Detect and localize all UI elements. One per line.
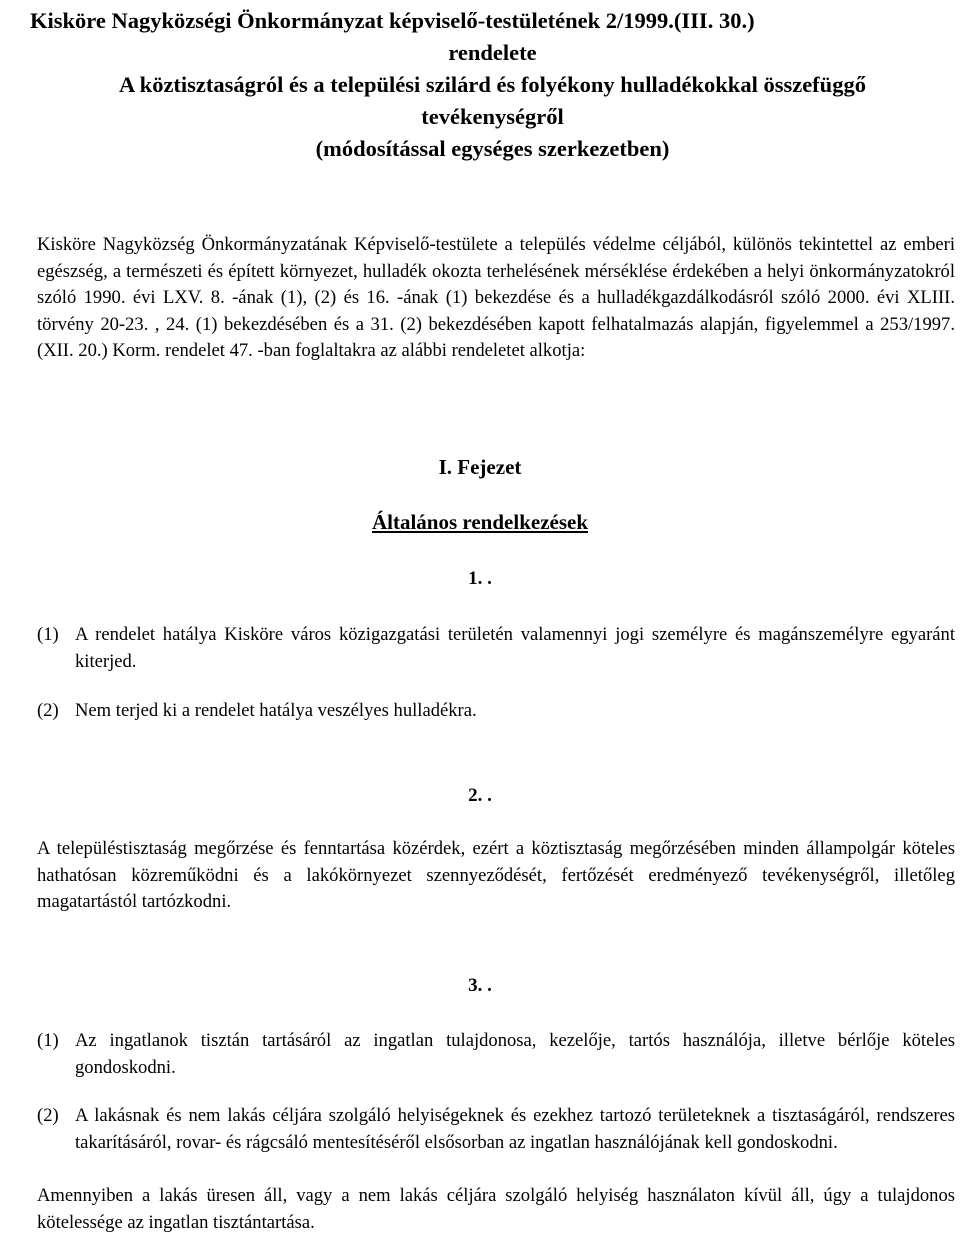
item-label: (1) bbox=[37, 1030, 59, 1051]
title-line-4: tevékenységről bbox=[421, 104, 564, 129]
document-title bbox=[30, 5, 955, 165]
title-line-3: A köztisztaságról és a települési szilárd és folyékony hulladékokkal összefüggő bbox=[119, 72, 866, 97]
title-line-2: rendelete bbox=[448, 40, 537, 65]
item-text: Nem terjed ki a rendelet hatálya veszélyes hulladékra. bbox=[75, 700, 477, 721]
section-1-item-2 bbox=[37, 698, 955, 725]
section-1-item-1 bbox=[37, 622, 955, 675]
preamble-paragraph: Kisköre Nagyközség Önkormányzatának Képviselő-testülete a település védelme céljából, különös tekintettel az emberi egészség, a természeti és épített környezet, hulladék okozta terhelésének mérséklése érdekében a helyi önkormányzatokról szóló 1990. évi LXV. 8. -ának (1), (2) és 16. -ának (1) bekezdése és a hulladékgazdálkodásról szóló 2000. évi XLIII. törvény 20-23. , 24. (1) bekezdésében és a 31. (2) bekezdésében kapott felhatalmazás alapján, figyelemmel a 253/1997.(XII. 20.) Korm. rendelet 47. -ban foglaltakra az alábbi rendeletet alkotja: bbox=[37, 234, 955, 361]
section-2-text: A településtisztaság megőrzése és fenntartása közérdek, ezért a köztisztaság megőrzésében minden állampolgár köteles hathatósan közreműködni és a lakókörnyezet szennyeződését, fertőzését eredményező tevékenységről, illetőleg magatartástól tartózkodni. bbox=[37, 838, 955, 912]
section-3-item-2 bbox=[37, 1103, 955, 1156]
item-label: (2) bbox=[37, 1105, 59, 1126]
section-3-extra-text: Amennyiben a lakás üresen áll, vagy a nem lakás céljára szolgáló helyiség használaton kívül áll, úgy a tulajdonos kötelessége az ingatlan tisztántartása. bbox=[37, 1185, 955, 1233]
item-label: (2) bbox=[37, 700, 59, 721]
chapter-title: Általános rendelkezések bbox=[371, 510, 589, 534]
section-number-1: 1. . bbox=[468, 568, 492, 589]
item-label: (1) bbox=[37, 624, 59, 645]
item-text: A rendelet hatálya Kisköre város közigazgatási területén valamennyi jogi személyre és magánszemélyre egyaránt kiterjed. bbox=[75, 624, 955, 672]
item-text: Az ingatlanok tisztán tartásáról az ingatlan tulajdonosa, kezelője, tartós használója, illetve bérlője köteles gondoskodni. bbox=[75, 1030, 955, 1078]
item-text: A lakásnak és nem lakás céljára szolgáló helyiségeknek és ezekhez tartozó területeknek a tisztaságáról, rendszeres takarításáról, rovar- és rágcsáló mentesítéséről elsősorban az ingatlan használójának kell gondoskodni. bbox=[75, 1105, 955, 1153]
section-number-3: 3. . bbox=[468, 975, 492, 996]
chapter-heading: I. Fejezet bbox=[438, 455, 522, 479]
section-3-item-1 bbox=[37, 1028, 955, 1081]
title-line-1: Kisköre Nagyközségi Önkormányzat képviselő-testületének 2/1999.(III. 30.) bbox=[30, 8, 755, 33]
section-number-2: 2. . bbox=[468, 785, 492, 806]
title-line-5: (módosítással egységes szerkezetben) bbox=[315, 136, 670, 161]
